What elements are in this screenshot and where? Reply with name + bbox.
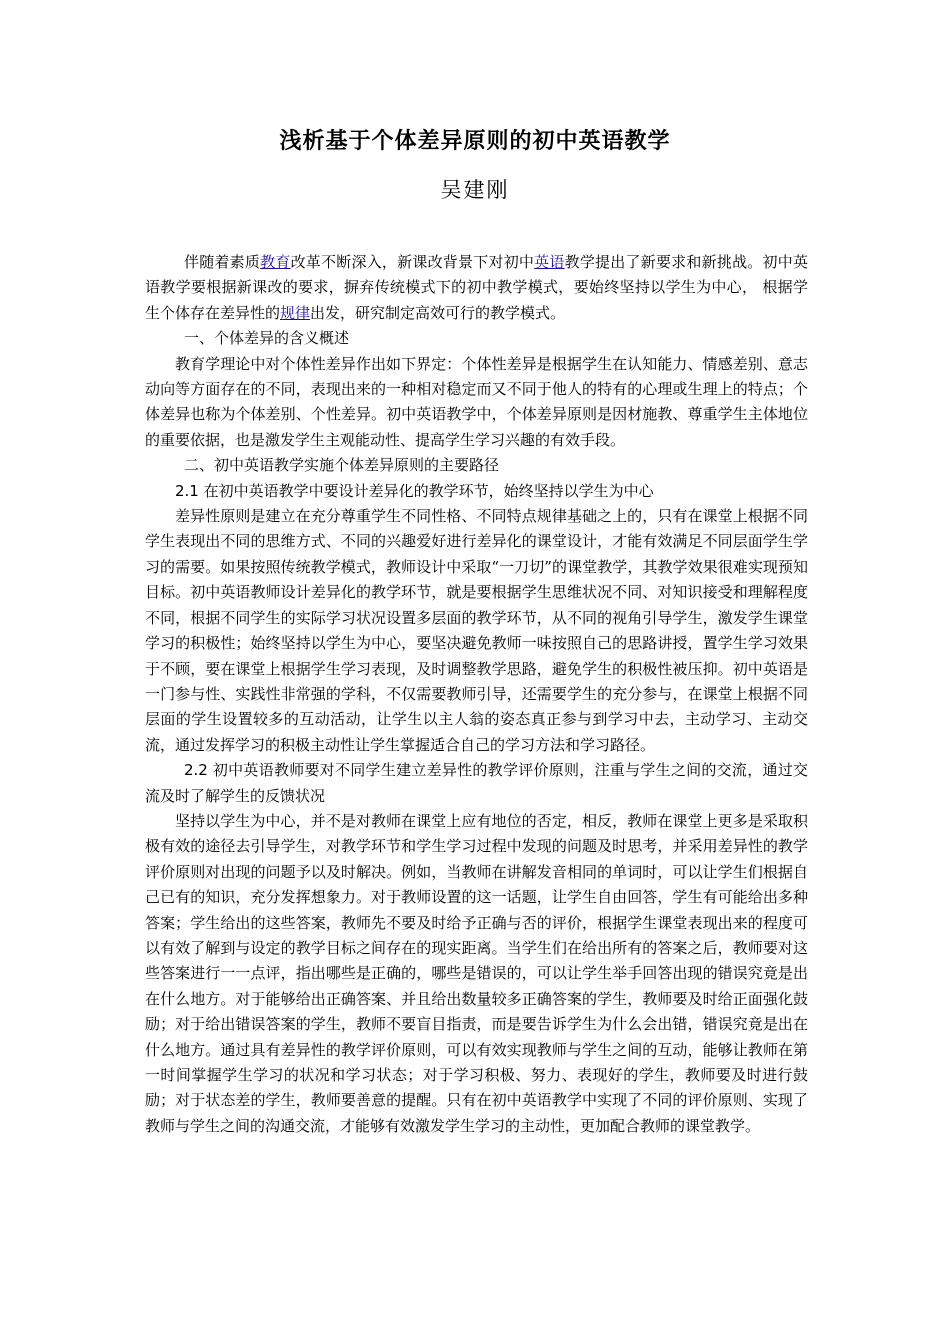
link-english[interactable]: 英语: [534, 253, 565, 271]
section-1-heading: 一、个体差异的含义概述: [184, 329, 350, 348]
section-2-1-number: 2.1: [175, 481, 199, 500]
section-2-heading: 二、初中英语教学实施个体差异原则的主要路径: [184, 456, 500, 475]
intro-text-3: 教学提出了新要求和新挑战。初中英语教学要根据新课改的要求，摒弃传统模式下的初中教学模式，要始终坚持以学生为中心， 根据学生个体存在差异性的: [145, 253, 808, 322]
intro-text-2: 改革不断深入，新课改背景下对初中: [290, 253, 535, 271]
intro-paragraph: [145, 250, 808, 326]
section-2-1-title: 在初中英语教学中要设计差异化的教学环节，始终坚持以学生为中心: [198, 481, 654, 500]
author-name: 吴建刚: [440, 178, 510, 202]
section-1-paragraph: 教育学理论中对个体性差异作出如下界定：个体性差异是根据学生在认知能力、情感差别、意志动向等方面存在的不同，表现出来的一种相对稳定而又不同于他人的特有的心理或生理上的特点；个体差异也称为个体差别、个性差异。初中英语教学中，个体差异原则是因材施教、尊重学生主体地位的重要依据，也是激发学生主观能动性、提高学生学习兴趣的有效手段。: [145, 354, 808, 449]
section-2-2-number: 2.2: [184, 761, 208, 780]
link-law[interactable]: 规律: [280, 303, 311, 322]
intro-text-1: 伴随着素质: [184, 253, 261, 271]
intro-text-4: 出发，研究制定高效可行的教学模式。: [310, 303, 566, 322]
page-title: 浅析基于个体差异原则的初中英语教学: [279, 129, 671, 154]
section-2-2-heading: [145, 758, 808, 809]
link-education[interactable]: 教育: [260, 253, 291, 271]
section-2-2-paragraph: 坚持以学生为中心，并不是对教师在课堂上应有地位的否定，相反，教师在课堂上更多是采取积极有效的途径去引导学生，对教学环节和学生学习过程中发现的问题及时思考，并采用差异性的教学评价原则对出现的问题予以及时解决。例如，当教师在讲解发音相同的单词时，可以让学生们根据自己已有的知识，充分发挥想象力。对于教师设置的这一话题，让学生自由回答，学生有可能给出多种答案；学生给出的这些答案，教师先不要及时给予正确与否的评价，根据学生课堂表现出来的程度可以有效了解到与设定的教学目标之间存在的现实距离。当学生们在给出所有的答案之后，教师要对这些答案进行一一点评，指出哪些是正确的，哪些是错误的，可以让学生举手回答出现的错误究竟是出在什么地方。对于能够给出正确答案、并且给出数量较多正确答案的学生，教师要及时给正面强化鼓励；对于给出错误答案的学生，教师不要盲目指责，而是要告诉学生为什么会出错，错误究竟是出在什么地方。通过具有差异性的教学评价原则，可以有效实现教师与学生之间的互动，能够让教师在第一时间掌握学生学习的状况和学习状态；对于学习积极、努力、表现好的学生，教师要及时进行鼓励；对于状态差的学生，教师要善意的提醒。只有在初中英语教学中实现了不同的评价原则、实现了教师与学生之间的沟通交流，才能够有效激发学生学习的主动性，更加配合教师的课堂教学。: [145, 811, 808, 1135]
section-2-2-title: 初中英语教师要对不同学生建立差异性的教学评价原则，注重与学生之间的交流，通过交流及时了解学生的反馈状况: [145, 761, 808, 805]
section-2-1-heading: [145, 479, 808, 504]
section-2-1-paragraph: 差异性原则是建立在充分尊重学生不同性格、不同特点规律基础之上的，只有在课堂上根据不同学生表现出不同的思维方式、不同的兴趣爱好进行差异化的课堂设计，才能有效满足不同层面学生学习的需要。如果按照传统教学模式，教师设计中采取“一刀切”的课堂教学，其教学效果很难实现预知目标。初中英语教师设计差异化的教学环节，就是要根据学生思维状况不同、对知识接受和理解程度不同，根据不同学生的实际学习状况设置多层面的教学环节，从不同的视角引导学生，激发学生课堂学习的积极性；始终坚持以学生为中心，要坚决避免教师一味按照自己的思路讲授，置学生学习效果于不顾，要在课堂上根据学生学习表现，及时调整教学思路，避免学生的积极性被压抑。初中英语是一门参与性、实践性非常强的学科，不仅需要教师引导，还需要学生的充分参与，在课堂上根据不同层面的学生设置较多的互动活动，让学生以主人翁的姿态真正参与到学习中去，主动学习、主动交流，通过发挥学习的积极主动性让学生掌握适合自己的学习方法和学习路径。: [145, 507, 808, 754]
article-body: [145, 250, 808, 1139]
